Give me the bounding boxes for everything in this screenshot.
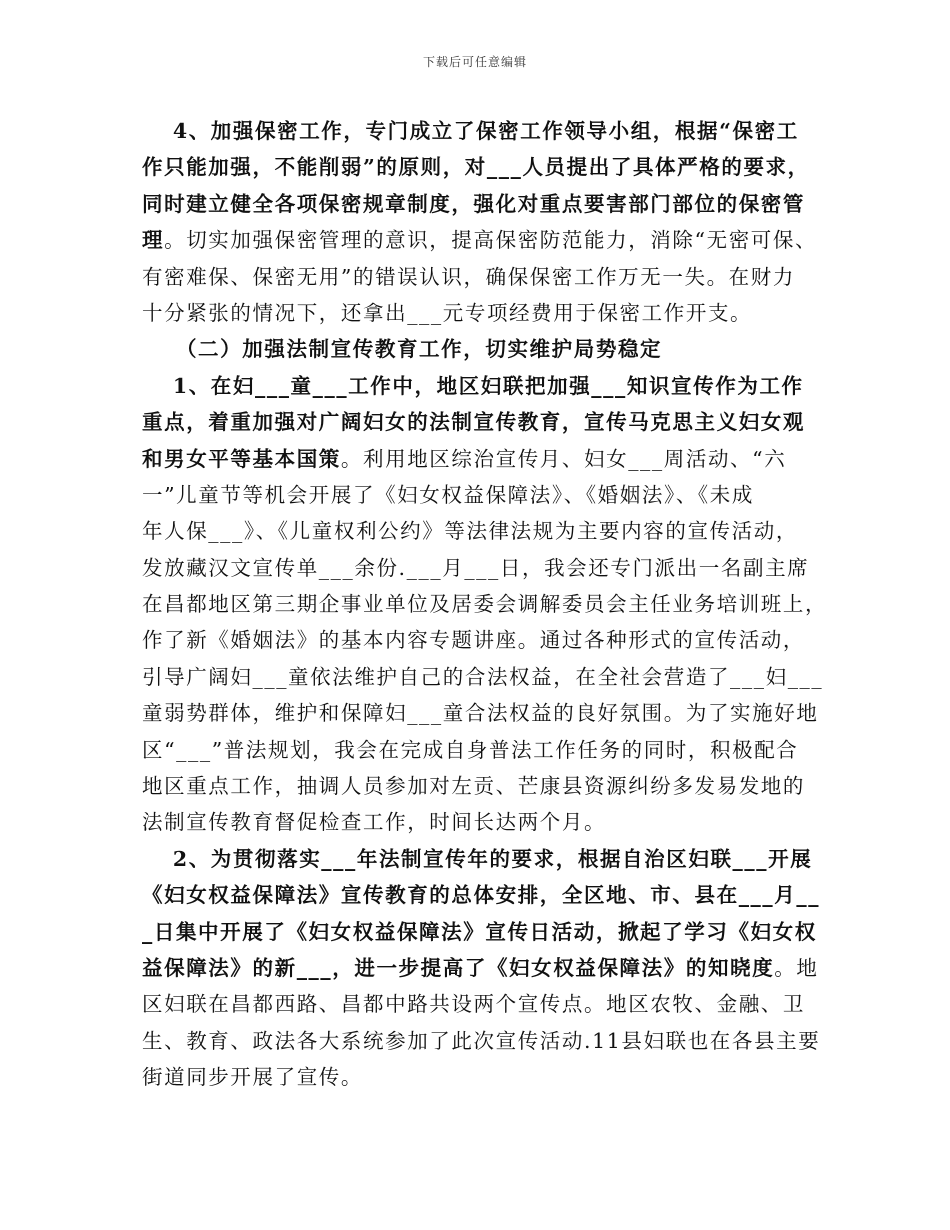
text-line: [142, 950, 819, 986]
text-line: 作只能加强，不能削弱”的原则，对___人员提出了具体严格的要求，: [142, 155, 810, 180]
bold-text-segment: 益保障法》的新___，进一步提高了《妇女权益保障法》的知晓度: [142, 955, 775, 980]
text-line: 重点，着重加强对广阔妇女的法制宣传教育，宣传马克思主义妇女观: [142, 410, 805, 435]
text-line: 生、教育、政法各大系统参加了此次宣传活动.11县妇联也在各县主要: [142, 1028, 821, 1053]
text-line: 2、为贯彻落实___年法制宣传年的要求，根据自治区妇联___开展: [142, 846, 813, 871]
text-line: [142, 441, 812, 477]
text-line: 法制宣传教育督促检查工作，时间长达两个月。: [142, 810, 607, 835]
text-line: （二）加强法制宣传教育工作，切实维护局势稳定: [142, 337, 663, 362]
text-line: [142, 222, 818, 258]
text-line: 童弱势群体，维护和保障妇___童合法权益的良好氛围。为了实施好地: [142, 701, 819, 726]
text-line: 街道同步开展了宣传。: [142, 1065, 363, 1090]
text-line: 一”儿童节等机会开展了《妇女权益保障法》、《婚姻法》、《未成: [142, 482, 754, 507]
text-line: _日集中开展了《妇女权益保障法》宣传日活动，掀起了学习《妇女权: [142, 919, 817, 944]
text-line: 区妇联在昌都西路、昌都中路共设两个宣传点。地区农牧、金融、卫: [142, 992, 805, 1017]
document-body: [142, 113, 828, 1096]
text-line: 《妇女权益保障法》宣传教育的总体安排，全区地、市、县在___月__: [142, 883, 821, 908]
text-line: 在昌都地区第三期企事业单位及居委会调解委员会主任业务培训班上，: [142, 592, 828, 617]
text-line: 地区重点工作，抽调人员参加对左贡、芒康县资源纠纷多发易发地的: [142, 774, 805, 799]
bold-text-segment: 和男女平等基本国策: [142, 446, 341, 471]
text-line: 引导广阔妇___童依法维护自己的合法权益，在全社会营造了___妇___: [142, 664, 824, 689]
text-line: 十分紧张的情况下，还拿出___元专项经费用于保密工作开支。: [142, 300, 753, 325]
text-line: 发放藏汉文宣传单___余份.___月___日，我会还专门派出一名副主席: [142, 555, 810, 580]
text-segment: 。利用地区综治宣传月、妇女___周活动、“六: [340, 446, 787, 471]
text-line: 1、在妇___童___工作中，地区妇联把加强___知识宣传作为工作: [142, 373, 804, 398]
text-line: 区“___”普法规划，我会在完成自身普法工作任务的同时，积极配合: [142, 737, 799, 762]
text-line: 4、加强保密工作，专门成立了保密工作领导小组，根据“保密工: [142, 119, 799, 143]
text-line: 年人保___》、《儿童权利公约》等法律法规为主要内容的宣传活动，: [142, 519, 798, 544]
page-header: 下载后可任意编辑: [422, 55, 527, 69]
bold-text-segment: 理: [142, 228, 165, 253]
text-line: 有密难保、保密无用”的错误认识，确保保密工作万无一失。在财力: [142, 264, 795, 289]
text-line: 同时建立健全各项保密规章制度，强化对重点要害部门部位的保密管: [142, 191, 805, 216]
text-line: 作了新《婚姻法》的基本内容专题讲座。通过各种形式的宣传活动，: [142, 628, 805, 653]
text-segment: 。地: [774, 955, 819, 980]
text-segment: 。切实加强保密管理的意识，提高保密防范能力，消除“无密可保、: [164, 228, 818, 253]
